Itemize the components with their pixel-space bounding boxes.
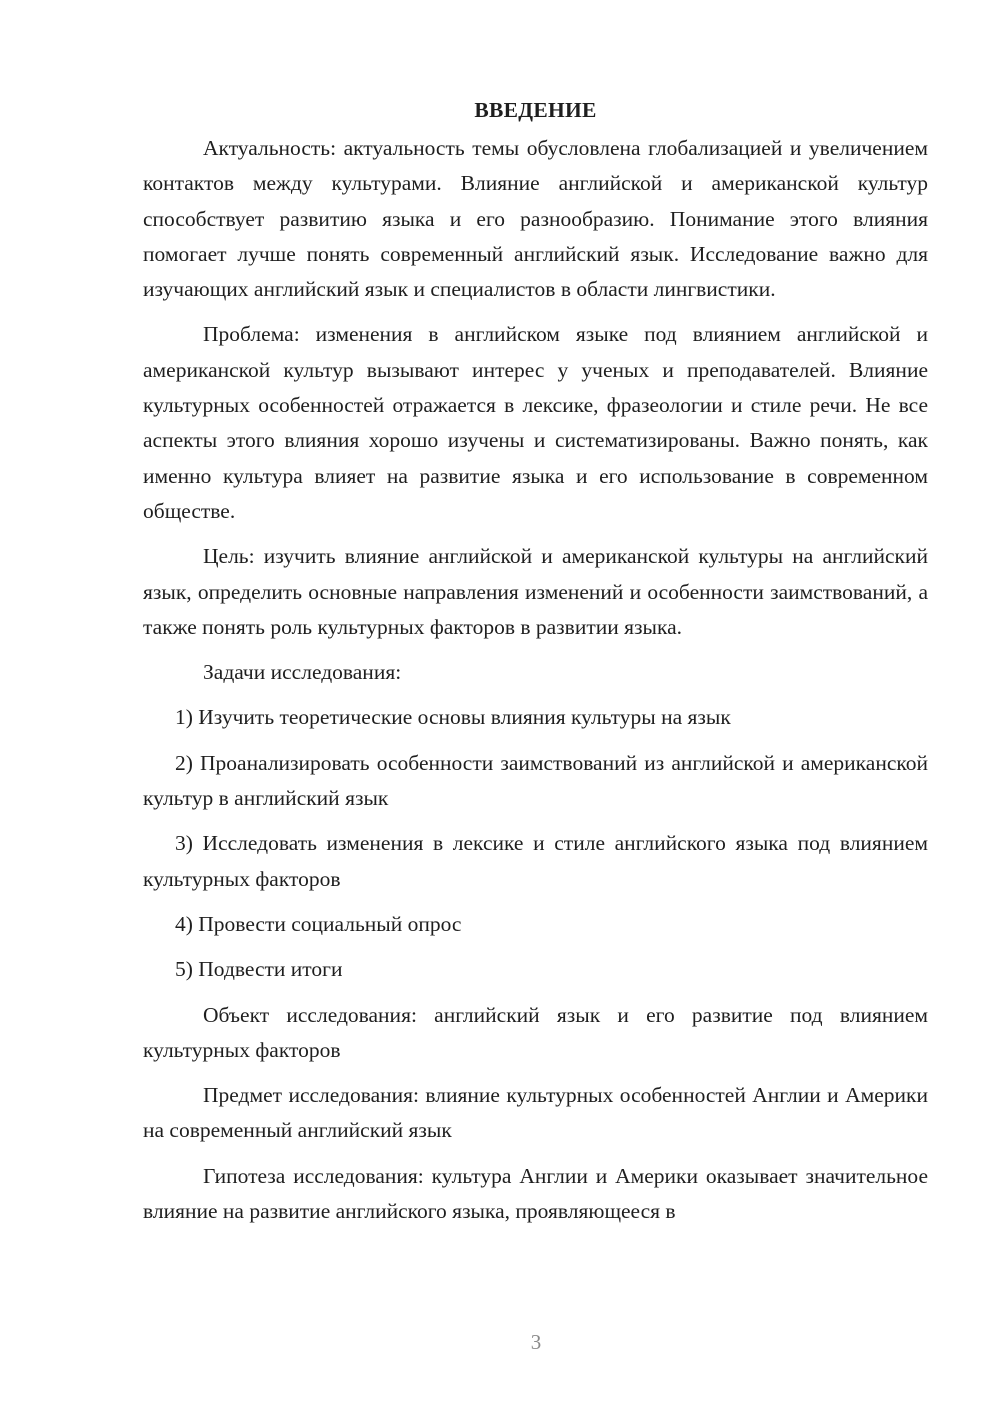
paragraph-object: Объект исследования: английский язык и его развитие под влиянием культурных факторов bbox=[143, 1002, 928, 1062]
task-item-4: 4) Провести социальный опрос bbox=[175, 911, 462, 936]
paragraph-hypothesis: Гипотеза исследования: культура Англии и Америки оказывает значительное влияние на развитие английского языка, проявляющееся в bbox=[143, 1163, 928, 1224]
task-item-1: 1) Изучить теоретические основы влияния культуры на язык bbox=[175, 705, 731, 730]
page-title: ВВЕДЕНИЕ bbox=[474, 98, 597, 122]
paragraph-problem: Проблема: изменения в английском языке под влиянием английской и американской культур вызывают интерес у ученых и преподавателей. Влияние культурных особенностей отражается в лексике, фразеологии и стиле речи. Не все аспекты этого влияния хорошо изучены и систематизированы. Важно понять, как именно культура влияет на развитие языка и его использование в современном обществе. bbox=[143, 322, 928, 523]
task-item-3: 3) Исследовать изменения в лексике и стиле английского языка под влиянием культурных факторов bbox=[143, 831, 928, 891]
paragraph-tasks-title: Задачи исследования: bbox=[203, 660, 402, 685]
task-item-2: 2) Проанализировать особенности заимствований из английской и американской культур в английский язык bbox=[143, 750, 928, 811]
paragraph-subject: Предмет исследования: влияние культурных особенностей Англии и Америки на современный английский язык bbox=[143, 1083, 928, 1143]
page-number: 3 bbox=[530, 1330, 542, 1354]
document-body bbox=[143, 95, 928, 1239]
paragraph-goal: Цель: изучить влияние английской и американской культуры на английский язык, определить основные направления изменений и особенности заимствований, а также понять роль культурных факторов в развитии языка. bbox=[143, 544, 928, 639]
task-item-5: 5) Подвести итоги bbox=[175, 957, 343, 982]
paragraph-relevance: Актуальность: актуальность темы обусловлена глобализацией и увеличением контактов между культурами. Влияние английской и американской культур способствует развитию языка и его разнообразию. Понимание этого влияния помогает лучше понять современный английский язык. Исследование важно для изучающих английский язык и специалистов в области лингвистики. bbox=[143, 136, 928, 302]
